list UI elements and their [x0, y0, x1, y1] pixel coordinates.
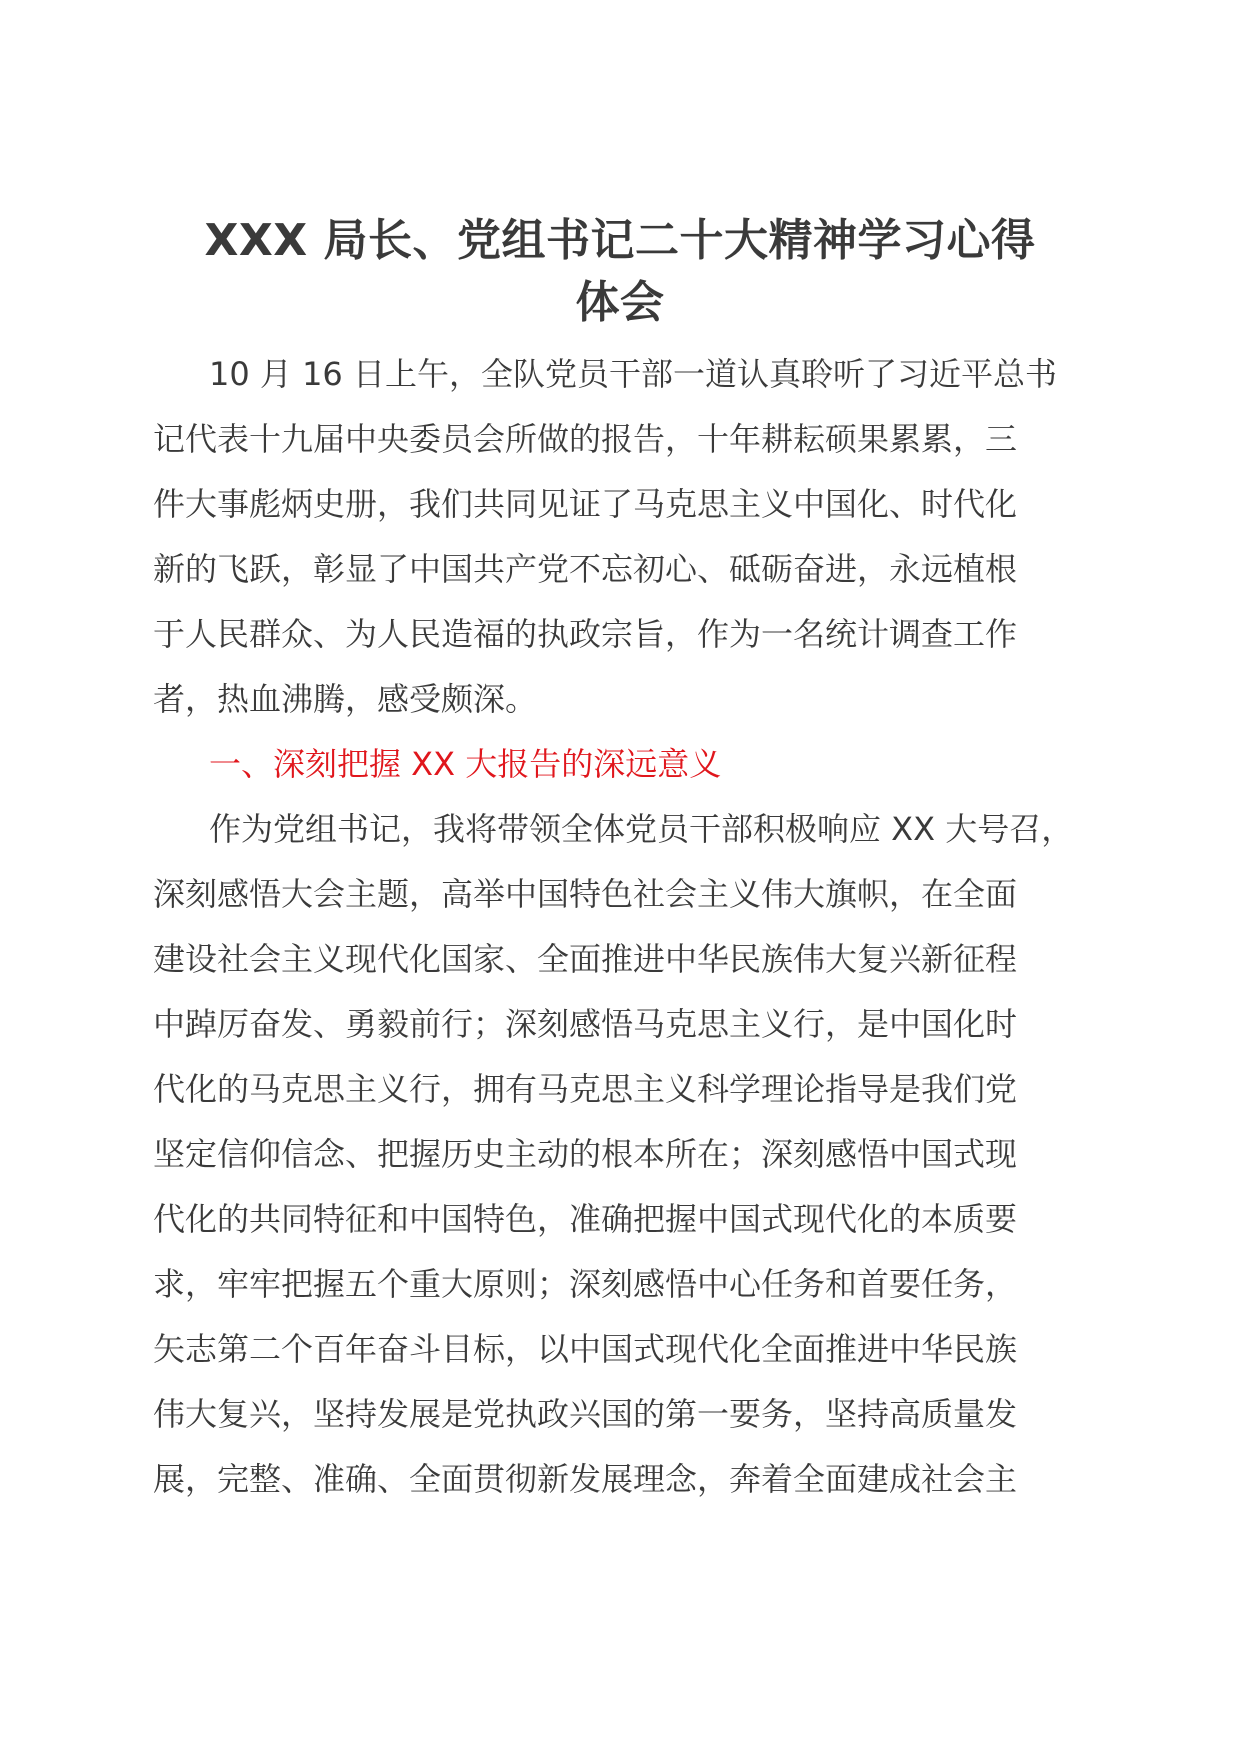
paragraph-line: 于人民群众、为人民造福的执政宗旨，作为一名统计调查工作	[153, 615, 1018, 653]
paragraph-line: 展，完整、准确、全面贯彻新发展理念，奔着全面建成社会主	[153, 1460, 1018, 1498]
section-heading: 一、深刻把握 XX 大报告的深远意义	[209, 745, 722, 783]
paragraph-line: 求，牢牢把握五个重大原则；深刻感悟中心任务和首要任务，	[153, 1265, 1018, 1303]
paragraph-line: 代化的共同特征和中国特色，准确把握中国式现代化的本质要	[153, 1200, 1018, 1238]
paragraph-line: 坚定信仰信念、把握历史主动的根本所在；深刻感悟中国式现	[153, 1135, 1018, 1173]
paragraph-line: 记代表十九届中央委员会所做的报告，十年耕耘硕果累累，三	[153, 420, 1018, 458]
paragraph-line: 矢志第二个百年奋斗目标，以中国式现代化全面推进中华民族	[153, 1330, 1018, 1368]
title-line-2: 体会	[575, 277, 665, 328]
paragraph-line: 伟大复兴，坚持发展是党执政兴国的第一要务，坚持高质量发	[153, 1395, 1018, 1433]
paragraph-line: 代化的马克思主义行，拥有马克思主义科学理论指导是我们党	[153, 1070, 1018, 1108]
section-heading-block	[153, 732, 1093, 797]
paragraph-line: 作为党组书记，我将带领全体党员干部积极响应 XX 大号召，	[209, 810, 1074, 848]
paragraph-line: 件大事彪炳史册，我们共同见证了马克思主义中国化、时代化	[153, 485, 1018, 523]
paragraph-line: 建设社会主义现代化国家、全面推进中华民族伟大复兴新征程	[153, 940, 1018, 978]
paragraph-line: 中踔厉奋发、勇毅前行；深刻感悟马克思主义行，是中国化时	[153, 1005, 1018, 1043]
title-line-1: XXX 局长、党组书记二十大精神学习心得	[204, 215, 1036, 266]
document-title	[150, 210, 1090, 334]
paragraph-intro	[153, 342, 1093, 732]
paragraph-line: 深刻感悟大会主题，高举中国特色社会主义伟大旗帜，在全面	[153, 875, 1018, 913]
paragraph-line: 10 月 16 日上午，全队党员干部一道认真聆听了习近平总书	[209, 355, 1057, 393]
paragraph-line: 新的飞跃，彰显了中国共产党不忘初心、砥砺奋进，永远植根	[153, 550, 1018, 588]
paragraph-section-1	[153, 797, 1093, 1512]
paragraph-line: 者，热血沸腾，感受颇深。	[153, 680, 538, 718]
